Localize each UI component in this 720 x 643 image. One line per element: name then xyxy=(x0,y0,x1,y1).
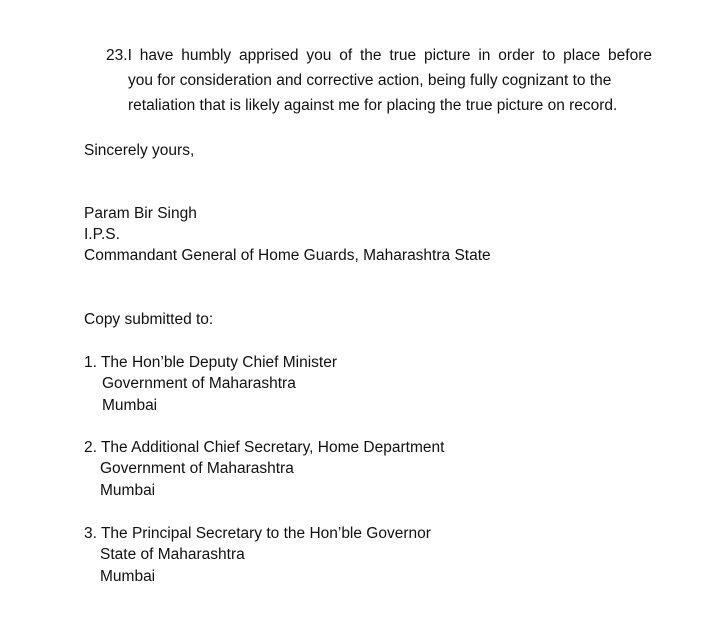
paragraph-23-line-3: retaliation that is likely against me for placing the true picture on record. xyxy=(128,97,618,114)
recipient-1-title: 1. The Hon’ble Deputy Chief Minister xyxy=(84,354,338,371)
recipient-1-city: Mumbai xyxy=(102,397,158,414)
recipient-2-title: 2. The Additional Chief Secretary, Home Department xyxy=(84,439,445,456)
paragraph-23-line-1-text: I have humbly apprised you of the true picture in order to place before xyxy=(127,47,652,64)
recipient-3-city: Mumbai xyxy=(100,568,156,585)
closing-salutation: Sincerely yours, xyxy=(84,142,195,159)
signatory-service: I.P.S. xyxy=(84,226,120,243)
paragraph-23 xyxy=(106,43,652,118)
recipient-1-office: Government of Maharashtra xyxy=(102,375,296,392)
recipient-2-office: Government of Maharashtra xyxy=(100,460,294,477)
paragraph-23-line-1 xyxy=(106,43,652,68)
paragraph-number: 23. xyxy=(106,47,128,64)
paragraph-23-line-2: you for consideration and corrective action, being fully cognizant to the xyxy=(128,72,612,89)
signatory-name: Param Bir Singh xyxy=(84,205,197,222)
recipient-2-city: Mumbai xyxy=(100,482,156,499)
recipient-3-title: 3. The Principal Secretary to the Hon’ble Governor xyxy=(84,525,431,542)
copy-heading: Copy submitted to: xyxy=(84,311,214,328)
recipient-3-office: State of Maharashtra xyxy=(100,546,245,563)
signatory-designation: Commandant General of Home Guards, Maharashtra State xyxy=(84,247,491,264)
